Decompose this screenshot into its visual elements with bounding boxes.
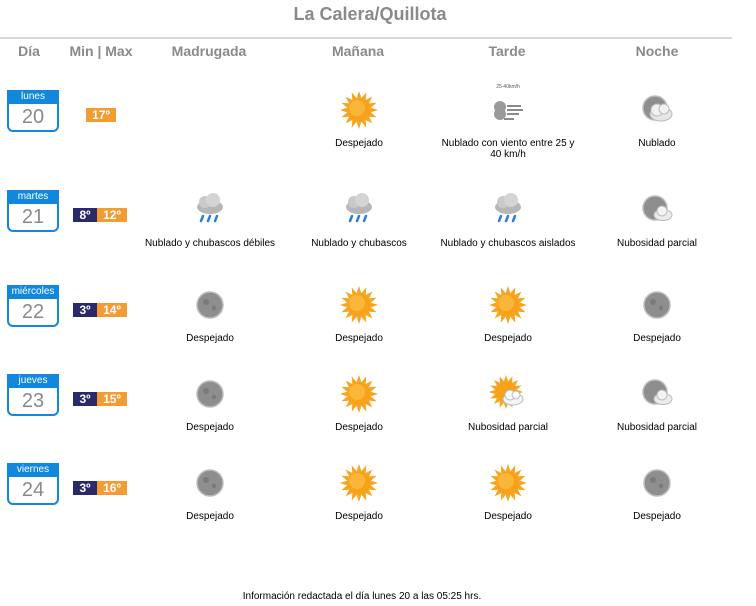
day-row — [0, 84, 756, 180]
forecast-tarde — [438, 190, 578, 249]
moon-icon — [637, 463, 677, 503]
forecast-label: Despejado — [335, 422, 383, 433]
forecast-noche — [587, 190, 727, 249]
forecast-label: Despejado — [335, 333, 383, 344]
temperature-range — [73, 481, 127, 495]
page-title: La Calera/Quillota — [293, 4, 447, 24]
max-temp: 12º — [97, 208, 127, 222]
header-minmax: Min | Max — [69, 43, 133, 59]
header-manana: Mañana — [331, 43, 385, 59]
forecast-label: Nubosidad parcial — [616, 422, 698, 433]
forecast-madrugada — [140, 374, 280, 433]
header-tarde: Tarde — [488, 43, 526, 59]
min-temp: 3º — [73, 481, 97, 495]
max-temp: 14º — [97, 303, 127, 317]
moon-icon — [190, 374, 230, 414]
sun-icon — [488, 463, 528, 503]
day-number: 23 — [21, 390, 45, 412]
moon-icon — [190, 463, 230, 503]
forecast-manana — [289, 285, 429, 344]
day-number: 21 — [21, 206, 45, 228]
forecast-label: Nublado y chubascos — [311, 238, 407, 249]
day-name: viernes — [7, 463, 59, 477]
sun-icon — [488, 285, 528, 325]
forecast-noche — [587, 285, 727, 344]
min-temp: 8º — [73, 208, 97, 222]
wind-icon — [488, 84, 528, 130]
footer-note: Información redactada el día lunes 20 a las 05:25 hrs. — [242, 591, 482, 602]
day-name: miércoles — [7, 285, 59, 299]
forecast-label: Despejado — [335, 511, 383, 522]
day-row — [0, 463, 756, 553]
forecast-label: Despejado — [484, 511, 532, 522]
forecast-label: Despejado — [484, 333, 532, 344]
day-name: lunes — [7, 90, 59, 104]
forecast-manana — [289, 374, 429, 433]
forecast-manana — [289, 90, 429, 149]
day-number: 24 — [21, 479, 45, 501]
forecast-label: Nublado y chubascos aislados — [440, 238, 576, 249]
forecast-label: Nubosidad parcial — [616, 238, 698, 249]
max-temp: 15º — [97, 392, 127, 406]
max-temp: 17º — [86, 108, 116, 122]
forecast-label: Despejado — [633, 333, 681, 344]
forecast-label: Despejado — [186, 511, 234, 522]
temperature-range — [73, 208, 127, 222]
forecast-label: Despejado — [335, 138, 383, 149]
wind-speed-badge: 25-40km/h — [496, 84, 520, 90]
temperature-range — [73, 392, 127, 406]
forecast-manana — [289, 190, 429, 249]
day-number: 22 — [21, 301, 45, 323]
title-divider — [0, 37, 732, 39]
day-row — [0, 374, 756, 464]
forecast-label: Despejado — [633, 511, 681, 522]
sun-icon — [339, 374, 379, 414]
day-calendar — [7, 90, 59, 132]
moon-icon — [637, 285, 677, 325]
forecast-label: Nubosidad parcial — [467, 422, 549, 433]
header-madrugada: Madrugada — [171, 43, 247, 59]
forecast-label: Nublado y chubascos débiles — [144, 238, 276, 249]
header-dia: Día — [18, 43, 40, 59]
forecast-noche — [587, 90, 727, 149]
day-name: martes — [7, 190, 59, 204]
day-row — [0, 285, 756, 375]
sun-cloud-icon — [488, 374, 528, 414]
day-number: 20 — [21, 106, 45, 128]
forecast-label: Nublado — [638, 138, 676, 149]
forecast-label: Despejado — [186, 422, 234, 433]
sun-icon — [339, 463, 379, 503]
night-cloudy-icon — [637, 90, 677, 130]
forecast-manana — [289, 463, 429, 522]
forecast-madrugada — [140, 463, 280, 522]
forecast-label: Nublado con viento entre 25 y 40 km/h — [441, 138, 575, 160]
forecast-noche — [587, 374, 727, 433]
min-temp: 3º — [73, 303, 97, 317]
forecast-tarde — [438, 285, 578, 344]
rain-icon — [488, 190, 528, 230]
forecast-tarde — [438, 84, 578, 160]
sun-icon — [339, 285, 379, 325]
rain-icon — [339, 190, 379, 230]
min-temp: 3º — [73, 392, 97, 406]
day-row — [0, 190, 756, 280]
max-temp: 16º — [97, 481, 127, 495]
forecast-madrugada — [140, 285, 280, 344]
forecast-madrugada — [140, 190, 280, 249]
night-partly-cloudy-icon — [637, 374, 677, 414]
temperature-range — [73, 303, 127, 317]
rain-icon — [190, 190, 230, 230]
forecast-noche — [587, 463, 727, 522]
day-name: jueves — [7, 374, 59, 388]
day-calendar — [7, 285, 59, 327]
header-noche: Noche — [635, 43, 679, 59]
forecast-tarde — [438, 374, 578, 433]
sun-icon — [339, 90, 379, 130]
moon-icon — [190, 285, 230, 325]
night-partly-cloudy-icon — [637, 190, 677, 230]
day-calendar — [7, 374, 59, 416]
temperature-range — [86, 108, 116, 122]
forecast-tarde — [438, 463, 578, 522]
day-calendar — [7, 190, 59, 232]
day-calendar — [7, 463, 59, 505]
forecast-label: Despejado — [186, 333, 234, 344]
